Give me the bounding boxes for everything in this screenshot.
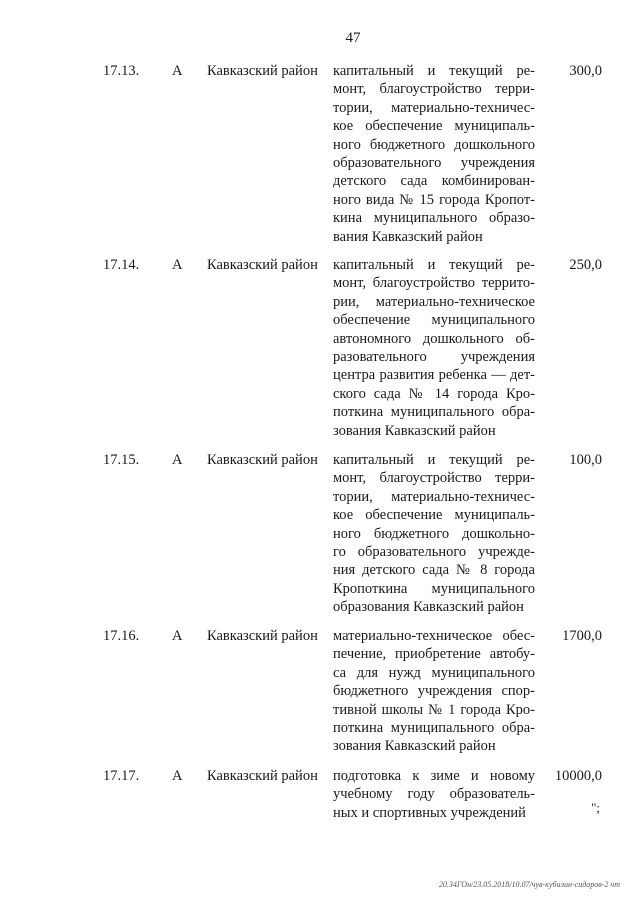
row-number: 17.13. [103,63,140,79]
desc-line: образовательного учреждения [333,155,535,172]
desc-line: учебному году образователь- [333,786,535,803]
row-description [333,767,535,822]
row-description [333,627,535,756]
row-category: А [172,257,183,273]
desc-line: кина муниципального образо- [333,210,535,227]
desc-line: тивной школы № 1 города Кро- [333,701,535,718]
desc-line: центра развития ребенка — дет- [333,367,535,384]
desc-line: поткина муниципального обра- [333,404,535,421]
desc-line: го образовательного учрежде- [333,544,535,561]
row-category: А [172,452,183,468]
row-area: Кавказский район [207,63,318,79]
desc-line: печение, приобретение автобу- [333,646,535,663]
row-description [333,62,535,246]
row-number: 17.14. [103,257,140,273]
page-number: 47 [345,30,361,46]
row-description [333,451,535,617]
desc-line: зования Кавказский район [333,422,496,439]
desc-line: монт, благоустройство терри- [333,470,535,487]
row-number: 17.15. [103,452,140,468]
desc-line: Кропоткина муниципального [333,580,535,597]
desc-line: автономного дошкольного об- [333,330,535,347]
desc-line: ного бюджетного дошкольно- [333,525,535,542]
desc-line: бюджетного учреждения спор- [333,683,535,700]
desc-line: ных и спортивных учреждений [333,804,526,821]
desc-line: кое обеспечение муниципаль- [333,507,535,524]
footer-stamp: 20.34ГОн/23.05.2018/10.07/чув-кубилин-сидоров-2 чт [438,880,620,889]
row-description [333,256,535,440]
row-category: А [172,768,183,784]
desc-line: образования Кавказский район [333,599,524,616]
closing-quote-mark: "; [591,800,600,815]
desc-line: вания Кавказский район [333,228,483,245]
row-area: Кавказский район [207,628,318,644]
row-amount: 1700,0 [562,628,602,644]
row-category: А [172,628,183,644]
desc-line: ния детского сада № 8 города [333,562,535,579]
desc-line: материально-техническое обес- [333,628,535,644]
desc-line: капитальный и текущий ре- [333,63,535,79]
desc-line: монт, благоустройство террито- [333,275,535,292]
desc-line: рии, материально-техническое [333,293,535,310]
row-number: 17.16. [103,628,140,644]
desc-line: детского сада комбинирован- [333,173,535,190]
desc-line: кое обеспечение муниципаль- [333,118,535,135]
desc-line: ного бюджетного дошкольного [333,136,535,153]
desc-line: ского сада № 14 города Кро- [333,385,535,402]
row-amount: 10000,0 [554,768,602,784]
desc-line: зования Кавказский район [333,738,496,755]
desc-line: тории, материально-техничес- [333,99,535,116]
desc-line: ного вида № 15 города Кропот- [333,191,535,208]
desc-line: са для нужд муниципального [333,664,535,681]
row-area: Кавказский район [207,452,318,468]
desc-line: подготовка к зиме и новому [333,768,535,784]
desc-line: поткина муниципального обра- [333,720,535,737]
desc-line: разовательного учреждения [333,349,535,366]
row-amount: 100,0 [569,452,602,468]
row-area: Кавказский район [207,768,318,784]
row-amount: 250,0 [569,257,602,273]
desc-line: капитальный и текущий ре- [333,452,535,468]
row-area: Кавказский район [207,257,318,273]
desc-line: капитальный и текущий ре- [333,257,535,273]
desc-line: монт, благоустройство терри- [333,81,535,98]
desc-line: тории, материально-техничес- [333,488,535,505]
row-number: 17.17. [103,768,140,784]
row-category: А [172,63,183,79]
row-amount: 300,0 [569,63,602,79]
desc-line: обеспечение муниципального [333,312,535,329]
